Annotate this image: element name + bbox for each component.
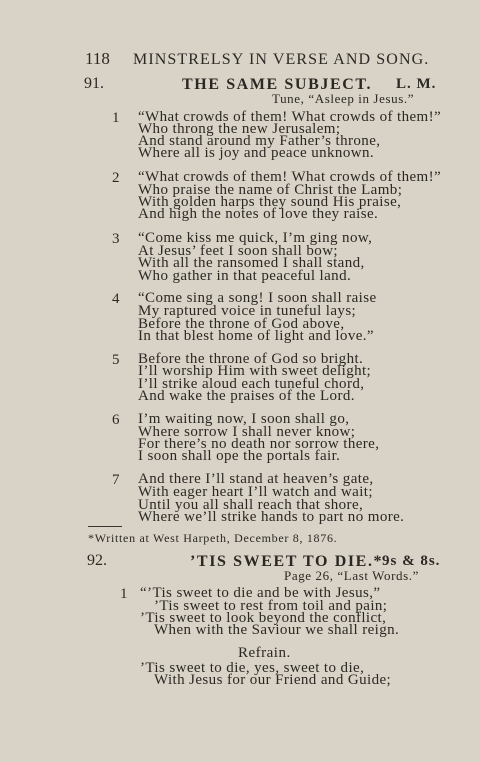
stanza-number: 7 — [112, 472, 120, 488]
verse-line: Who throng the new Jerusalem; — [138, 121, 341, 137]
verse-line: Who praise the name of Christ the Lamb; — [138, 182, 403, 198]
running-title: MINSTRELSY IN VERSE AND SONG. — [133, 51, 430, 68]
refrain-line: With Jesus for our Friend and Guide; — [154, 672, 392, 688]
verse-line: And wake the praises of the Lord. — [138, 388, 355, 404]
hymn-91-title: THE SAME SUBJECT. — [182, 76, 373, 93]
hymn-92-number: 92. — [87, 552, 107, 569]
refrain-line: ’Tis sweet to die, yes, sweet to die, — [140, 660, 365, 676]
stanza-number: 3 — [112, 231, 120, 247]
stanza-number: 2 — [112, 170, 120, 186]
stanza-number: 1 — [120, 586, 128, 602]
page-number: 118 — [85, 49, 110, 68]
verse-line: I’m waiting now, I soon shall go, — [138, 411, 350, 427]
verse-line: Until you all shall reach that shore, — [138, 497, 364, 513]
hymn-92-title: ’TIS SWEET TO DIE.* — [190, 553, 384, 570]
verse-line: Where sorrow I shall never know; — [138, 424, 356, 440]
verse-line: With eager heart I’ll watch and wait; — [138, 484, 373, 500]
verse-line: For there’s no death nor sorrow there, — [138, 436, 380, 452]
verse-line: “Come kiss me quick, I’m ging now, — [138, 230, 373, 246]
verse-line: ’Tis sweet to rest from toil and pain; — [154, 598, 388, 614]
verse-line: I’ll worship Him with sweet delight; — [138, 363, 372, 379]
verse-line: In that blest home of light and love.” — [138, 328, 374, 344]
verse-line: And there I’ll stand at heaven’s gate, — [138, 471, 374, 487]
verse-line: And stand around my Father’s throne, — [138, 133, 381, 149]
stanza-number: 6 — [112, 412, 120, 428]
verse-line: Before the throne of God above, — [138, 316, 345, 332]
stanza-number: 1 — [112, 110, 120, 126]
verse-line: And high the notes of love they raise. — [138, 206, 379, 222]
stanza-number: 5 — [112, 352, 120, 368]
verse-line: “What crowds of them! What crowds of them!” — [138, 109, 442, 125]
footnote: *Written at West Harpeth, December 8, 1876. — [88, 531, 338, 545]
verse-line: At Jesus’ feet I soon shall bow; — [138, 243, 338, 259]
hymn-91-meter: L. M. — [396, 76, 437, 92]
verse-line: I soon shall ope the portals fair. — [138, 448, 341, 464]
verse-line: With all the ransomed I shall stand, — [138, 255, 365, 271]
hymn-92-meter: 9s & 8s. — [382, 553, 441, 569]
verse-line: My raptured voice in tuneful lays; — [138, 303, 357, 319]
verse-line: With golden harps they sound His praise, — [138, 194, 402, 210]
verse-line: Where all is joy and peace unknown. — [138, 145, 375, 161]
verse-line: When with the Saviour we shall reign. — [154, 622, 400, 638]
verse-line: “Come sing a song! I soon shall raise — [138, 290, 377, 306]
verse-line: “’Tis sweet to die and be with Jesus,” — [140, 585, 381, 601]
hymn-91-number: 91. — [84, 75, 104, 92]
verse-line: Where we’ll strike hands to part no more. — [138, 509, 405, 525]
refrain-label: Refrain. — [238, 645, 291, 661]
hymn-92-tune: Page 26, “Last Words.” — [284, 568, 420, 583]
verse-line: I’ll strike aloud each tuneful chord, — [138, 376, 365, 392]
verse-line: Who gather in that peaceful land. — [138, 268, 352, 284]
verse-line: ’Tis sweet to look beyond the conflict, — [140, 610, 387, 626]
verse-line: Before the throne of God so bright. — [138, 351, 364, 367]
stanza-number: 4 — [112, 291, 120, 307]
footnote-rule — [88, 526, 122, 527]
verse-line: “What crowds of them! What crowds of them!” — [138, 169, 442, 185]
hymn-91-tune: Tune, “Asleep in Jesus.” — [272, 91, 415, 106]
